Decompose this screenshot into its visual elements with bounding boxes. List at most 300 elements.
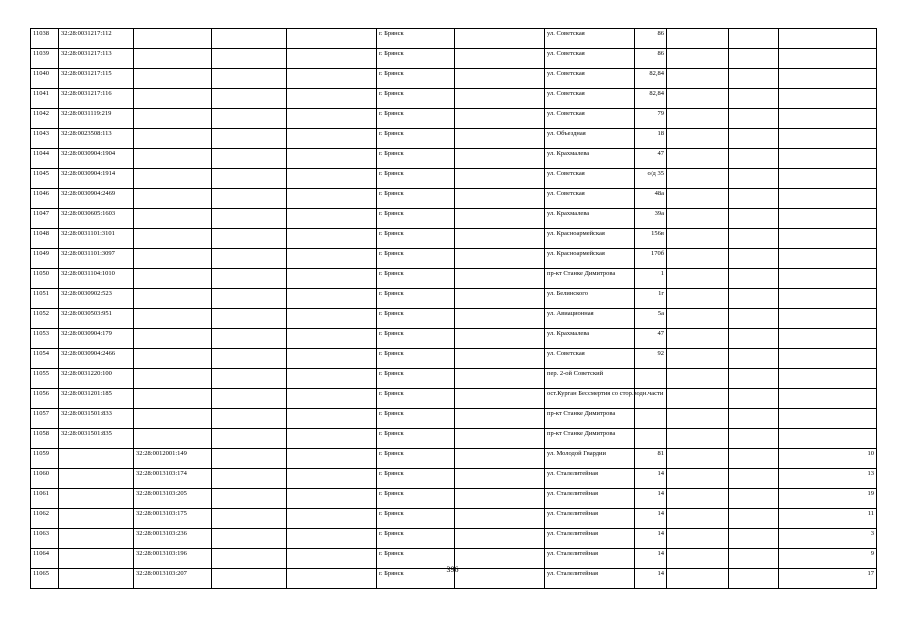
- register-table: [30, 28, 877, 589]
- table-cell: [667, 109, 729, 129]
- table-cell: 39а: [635, 209, 667, 229]
- table-cell: [729, 129, 779, 149]
- table-cell: 14: [635, 549, 667, 569]
- table-cell: [212, 509, 287, 529]
- table-row: [31, 229, 877, 249]
- table-cell: [455, 369, 545, 389]
- table-cell: [729, 109, 779, 129]
- table-cell: г. Брянск: [377, 149, 455, 169]
- table-cell: ул. Сталелитейная: [545, 549, 635, 569]
- table-cell: [667, 209, 729, 229]
- table-cell: 11054: [31, 349, 59, 369]
- table-cell: 11052: [31, 309, 59, 329]
- table-cell: [212, 409, 287, 429]
- table-cell: [667, 489, 729, 509]
- table-cell: ул. Советская: [545, 349, 635, 369]
- table-row: [31, 489, 877, 509]
- table-cell: 11040: [31, 69, 59, 89]
- table-cell: [667, 29, 729, 49]
- table-row: [31, 329, 877, 349]
- table-cell: 32:28:0012001:149: [134, 449, 212, 469]
- table-cell: [635, 369, 667, 389]
- table-cell: г. Брянск: [377, 389, 455, 409]
- table-cell: [212, 389, 287, 409]
- table-cell: 17: [779, 569, 877, 589]
- table-cell: 32:28:0030503:951: [59, 309, 134, 329]
- table-cell: 14: [635, 509, 667, 529]
- table-cell: [134, 409, 212, 429]
- table-row: [31, 129, 877, 149]
- table-cell: ул. Белинского: [545, 289, 635, 309]
- table-cell: [287, 89, 377, 109]
- table-cell: 5а: [635, 309, 667, 329]
- table-cell: [455, 169, 545, 189]
- table-cell: 19: [779, 489, 877, 509]
- table-row: [31, 109, 877, 129]
- table-row: [31, 69, 877, 89]
- table-cell: ул. Советская: [545, 29, 635, 49]
- table-cell: 32:28:0031101:3097: [59, 249, 134, 269]
- table-cell: [287, 369, 377, 389]
- table-cell: [212, 529, 287, 549]
- table-cell: ул. Сталелитейная: [545, 569, 635, 589]
- table-cell: [212, 349, 287, 369]
- table-cell: [287, 269, 377, 289]
- table-cell: [59, 449, 134, 469]
- table-cell: 32:28:0031201:185: [59, 389, 134, 409]
- table-cell: ул. Крахмалева: [545, 329, 635, 349]
- table-cell: [455, 189, 545, 209]
- table-cell: [779, 369, 877, 389]
- table-cell: 82,84: [635, 89, 667, 109]
- table-cell: [134, 289, 212, 309]
- table-cell: 32:28:0013103:175: [134, 509, 212, 529]
- table-cell: ост.Курган Бессмертия со стор.водн.части: [545, 389, 635, 409]
- table-cell: 11041: [31, 89, 59, 109]
- table-cell: [455, 449, 545, 469]
- table-cell: 156в: [635, 229, 667, 249]
- table-cell: 11055: [31, 369, 59, 389]
- table-cell: [134, 109, 212, 129]
- table-cell: [287, 449, 377, 469]
- table-cell: [779, 329, 877, 349]
- table-cell: [212, 269, 287, 289]
- table-cell: [667, 389, 729, 409]
- table-cell: [779, 129, 877, 149]
- table-cell: ул. Советская: [545, 89, 635, 109]
- table-row: [31, 169, 877, 189]
- table-cell: 11: [779, 509, 877, 529]
- table-cell: [729, 409, 779, 429]
- table-cell: о/д 35: [635, 169, 667, 189]
- table-cell: [455, 29, 545, 49]
- table-cell: [729, 149, 779, 169]
- table-cell: 11058: [31, 429, 59, 449]
- table-cell: г. Брянск: [377, 409, 455, 429]
- table-cell: [729, 489, 779, 509]
- table-cell: [455, 509, 545, 529]
- table-cell: [212, 309, 287, 329]
- table-cell: [779, 209, 877, 229]
- table-cell: 86: [635, 29, 667, 49]
- table-row: [31, 149, 877, 169]
- table-cell: [134, 249, 212, 269]
- table-cell: [212, 189, 287, 209]
- table-cell: 32:28:0031104:1010: [59, 269, 134, 289]
- table-cell: [667, 189, 729, 209]
- table-cell: 32:28:0031501:833: [59, 409, 134, 429]
- table-cell: 11038: [31, 29, 59, 49]
- table-cell: г. Брянск: [377, 29, 455, 49]
- table-row: [31, 89, 877, 109]
- table-cell: 47: [635, 149, 667, 169]
- table-cell: [212, 449, 287, 469]
- table-cell: [287, 189, 377, 209]
- table-cell: 11062: [31, 509, 59, 529]
- table-cell: г. Брянск: [377, 249, 455, 269]
- table-cell: г. Брянск: [377, 89, 455, 109]
- table-cell: г. Брянск: [377, 209, 455, 229]
- page-number: 396: [446, 565, 459, 574]
- table-cell: [134, 169, 212, 189]
- table-cell: [212, 109, 287, 129]
- table-cell: [287, 209, 377, 229]
- table-cell: 11048: [31, 229, 59, 249]
- table-cell: [212, 469, 287, 489]
- table-row: [31, 209, 877, 229]
- table-cell: 11047: [31, 209, 59, 229]
- table-cell: 3: [779, 529, 877, 549]
- table-cell: г. Брянск: [377, 129, 455, 149]
- table-cell: 82,84: [635, 69, 667, 89]
- table-cell: [667, 509, 729, 529]
- table-cell: [729, 49, 779, 69]
- table-cell: [779, 409, 877, 429]
- table-cell: ул. Красноармейская: [545, 249, 635, 269]
- table-cell: [667, 49, 729, 69]
- table-cell: [779, 349, 877, 369]
- table-cell: [455, 69, 545, 89]
- table-cell: 79: [635, 109, 667, 129]
- table-cell: г. Брянск: [377, 169, 455, 189]
- table-row: [31, 249, 877, 269]
- table-row: [31, 29, 877, 49]
- table-cell: 32:28:0013103:205: [134, 489, 212, 509]
- table-cell: 48а: [635, 189, 667, 209]
- table-cell: [729, 69, 779, 89]
- table-cell: [455, 489, 545, 509]
- table-cell: [779, 389, 877, 409]
- table-cell: [134, 329, 212, 349]
- table-cell: 32:28:0031217:113: [59, 49, 134, 69]
- table-cell: [729, 269, 779, 289]
- table-cell: [212, 89, 287, 109]
- table-cell: 86: [635, 49, 667, 69]
- table-cell: 14: [635, 469, 667, 489]
- table-cell: 32:28:0031119:219: [59, 109, 134, 129]
- table-cell: ул. Крахмалева: [545, 209, 635, 229]
- table-cell: [667, 289, 729, 309]
- table-cell: 11043: [31, 129, 59, 149]
- table-cell: [134, 309, 212, 329]
- table-cell: [212, 489, 287, 509]
- table-cell: пр-кт Станке Димитрова: [545, 409, 635, 429]
- table-cell: [134, 389, 212, 409]
- table-cell: 11044: [31, 149, 59, 169]
- table-cell: [287, 329, 377, 349]
- table-cell: [667, 449, 729, 469]
- table-cell: [455, 109, 545, 129]
- table-cell: г. Брянск: [377, 569, 455, 589]
- table-cell: [455, 129, 545, 149]
- table-cell: [455, 49, 545, 69]
- table-cell: [455, 89, 545, 109]
- table-cell: [729, 309, 779, 329]
- table-cell: [729, 389, 779, 409]
- table-cell: [212, 329, 287, 349]
- table-cell: [635, 409, 667, 429]
- table-cell: [455, 149, 545, 169]
- table-cell: [667, 309, 729, 329]
- table-cell: 11064: [31, 549, 59, 569]
- table-cell: 32:28:0013103:174: [134, 469, 212, 489]
- table-row: [31, 369, 877, 389]
- table-row: [31, 349, 877, 369]
- table-cell: 32:28:0030904:2466: [59, 349, 134, 369]
- table-cell: [667, 469, 729, 489]
- table-cell: 81: [635, 449, 667, 469]
- table-cell: г. Брянск: [377, 489, 455, 509]
- table-cell: [779, 229, 877, 249]
- table-cell: 11045: [31, 169, 59, 189]
- table-cell: [212, 69, 287, 89]
- table-cell: [729, 509, 779, 529]
- table-cell: 11065: [31, 569, 59, 589]
- table-cell: [779, 289, 877, 309]
- table-cell: [287, 509, 377, 529]
- table-cell: 32:28:0031101:3101: [59, 229, 134, 249]
- table-cell: [455, 429, 545, 449]
- table-row: [31, 269, 877, 289]
- table-cell: [667, 329, 729, 349]
- table-cell: [59, 489, 134, 509]
- table-cell: 11053: [31, 329, 59, 349]
- table-cell: ул. Советская: [545, 169, 635, 189]
- table-cell: [59, 469, 134, 489]
- table-cell: [134, 429, 212, 449]
- table-cell: [667, 529, 729, 549]
- table-row: [31, 189, 877, 209]
- table-cell: [134, 269, 212, 289]
- table-cell: [212, 249, 287, 269]
- table-cell: [134, 69, 212, 89]
- table-cell: [287, 129, 377, 149]
- table-cell: 1: [635, 269, 667, 289]
- table-cell: 32:28:0013103:196: [134, 549, 212, 569]
- table-row: [31, 389, 877, 409]
- table-cell: 32:28:0030902:523: [59, 289, 134, 309]
- table-cell: г. Брянск: [377, 449, 455, 469]
- table-cell: [729, 169, 779, 189]
- table-cell: 14: [635, 489, 667, 509]
- table-cell: [779, 49, 877, 69]
- table-cell: [212, 169, 287, 189]
- table-cell: ул. Советская: [545, 49, 635, 69]
- table-cell: 32:28:0031217:116: [59, 89, 134, 109]
- table-row: [31, 509, 877, 529]
- table-cell: [212, 149, 287, 169]
- table-cell: 11057: [31, 409, 59, 429]
- table-cell: [779, 69, 877, 89]
- table-cell: [455, 469, 545, 489]
- table-cell: [455, 269, 545, 289]
- table-cell: [667, 129, 729, 149]
- table-cell: [729, 189, 779, 209]
- table-cell: [212, 229, 287, 249]
- table-cell: [667, 89, 729, 109]
- table-cell: [729, 469, 779, 489]
- table-cell: 14: [635, 529, 667, 549]
- table-cell: 32:28:0023508:113: [59, 129, 134, 149]
- table-cell: [287, 349, 377, 369]
- table-cell: 11046: [31, 189, 59, 209]
- table-cell: [729, 449, 779, 469]
- table-cell: г. Брянск: [377, 429, 455, 449]
- table-cell: [287, 69, 377, 89]
- table-cell: 13: [779, 469, 877, 489]
- table-row: [31, 309, 877, 329]
- table-cell: [134, 49, 212, 69]
- table-row: [31, 469, 877, 489]
- table-cell: г. Брянск: [377, 309, 455, 329]
- table-cell: [667, 269, 729, 289]
- table-cell: 32:28:0013103:207: [134, 569, 212, 589]
- table-cell: [134, 149, 212, 169]
- table-cell: [134, 189, 212, 209]
- table-row: [31, 529, 877, 549]
- table-cell: 1г: [635, 289, 667, 309]
- table-cell: 11050: [31, 269, 59, 289]
- table-cell: [667, 149, 729, 169]
- table-cell: [455, 289, 545, 309]
- table-cell: [667, 429, 729, 449]
- table-cell: 32:28:0030904:1904: [59, 149, 134, 169]
- table-cell: [287, 169, 377, 189]
- table-cell: [212, 129, 287, 149]
- table-cell: 92: [635, 349, 667, 369]
- table-cell: [667, 349, 729, 369]
- table-cell: г. Брянск: [377, 189, 455, 209]
- table-cell: 32:28:0031217:115: [59, 69, 134, 89]
- table-cell: г. Брянск: [377, 229, 455, 249]
- table-cell: ул. Сталелитейная: [545, 509, 635, 529]
- table-cell: [667, 169, 729, 189]
- table-cell: [635, 429, 667, 449]
- table-row: [31, 409, 877, 429]
- table-cell: [729, 209, 779, 229]
- table-cell: [667, 409, 729, 429]
- table-cell: г. Брянск: [377, 49, 455, 69]
- table-cell: ул. Советская: [545, 69, 635, 89]
- table-cell: [287, 409, 377, 429]
- table-cell: [779, 249, 877, 269]
- table-cell: г. Брянск: [377, 469, 455, 489]
- table-cell: [779, 169, 877, 189]
- table-cell: [779, 189, 877, 209]
- table-cell: [212, 209, 287, 229]
- table-cell: 11039: [31, 49, 59, 69]
- table-cell: [455, 229, 545, 249]
- table-cell: 32:28:0013103:236: [134, 529, 212, 549]
- table-cell: [287, 429, 377, 449]
- table-cell: [134, 129, 212, 149]
- table-cell: [779, 309, 877, 329]
- table-cell: [212, 429, 287, 449]
- table-cell: г. Брянск: [377, 69, 455, 89]
- table-cell: [729, 289, 779, 309]
- table-cell: [212, 289, 287, 309]
- table-cell: [134, 209, 212, 229]
- table-cell: [729, 89, 779, 109]
- table-cell: [729, 329, 779, 349]
- table-cell: г. Брянск: [377, 509, 455, 529]
- table-cell: 32:28:0031501:835: [59, 429, 134, 449]
- table-cell: [287, 289, 377, 309]
- table-cell: 11056: [31, 389, 59, 409]
- table-cell: [212, 29, 287, 49]
- table-cell: г. Брянск: [377, 109, 455, 129]
- table-cell: 11051: [31, 289, 59, 309]
- table-cell: [59, 529, 134, 549]
- table-cell: [287, 149, 377, 169]
- table-cell: ул. Красноармейская: [545, 229, 635, 249]
- table-cell: [287, 469, 377, 489]
- table-cell: [667, 69, 729, 89]
- table-cell: [134, 89, 212, 109]
- table-cell: [134, 229, 212, 249]
- table-cell: 11042: [31, 109, 59, 129]
- table-cell: [455, 329, 545, 349]
- table-cell: [212, 49, 287, 69]
- table-cell: ул. Советская: [545, 189, 635, 209]
- table-cell: [287, 529, 377, 549]
- table-cell: [729, 429, 779, 449]
- table-cell: 18: [635, 129, 667, 149]
- table-cell: [134, 369, 212, 389]
- table-cell: г. Брянск: [377, 549, 455, 569]
- table-cell: [212, 369, 287, 389]
- table-row: [31, 49, 877, 69]
- table-body: [31, 29, 877, 589]
- table-cell: [455, 389, 545, 409]
- table-cell: г. Брянск: [377, 269, 455, 289]
- table-cell: [667, 229, 729, 249]
- table-cell: ул. Советская: [545, 109, 635, 129]
- table-cell: [779, 429, 877, 449]
- table-cell: ул. Авиационная: [545, 309, 635, 329]
- table-cell: [287, 309, 377, 329]
- table-cell: 11060: [31, 469, 59, 489]
- table-cell: 11061: [31, 489, 59, 509]
- table-cell: [729, 529, 779, 549]
- table-cell: 32:28:0031220:100: [59, 369, 134, 389]
- table-cell: 9: [779, 549, 877, 569]
- table-cell: [455, 209, 545, 229]
- table-cell: [287, 29, 377, 49]
- table-cell: 32:28:0030904:1914: [59, 169, 134, 189]
- table-cell: 11059: [31, 449, 59, 469]
- table-cell: [455, 409, 545, 429]
